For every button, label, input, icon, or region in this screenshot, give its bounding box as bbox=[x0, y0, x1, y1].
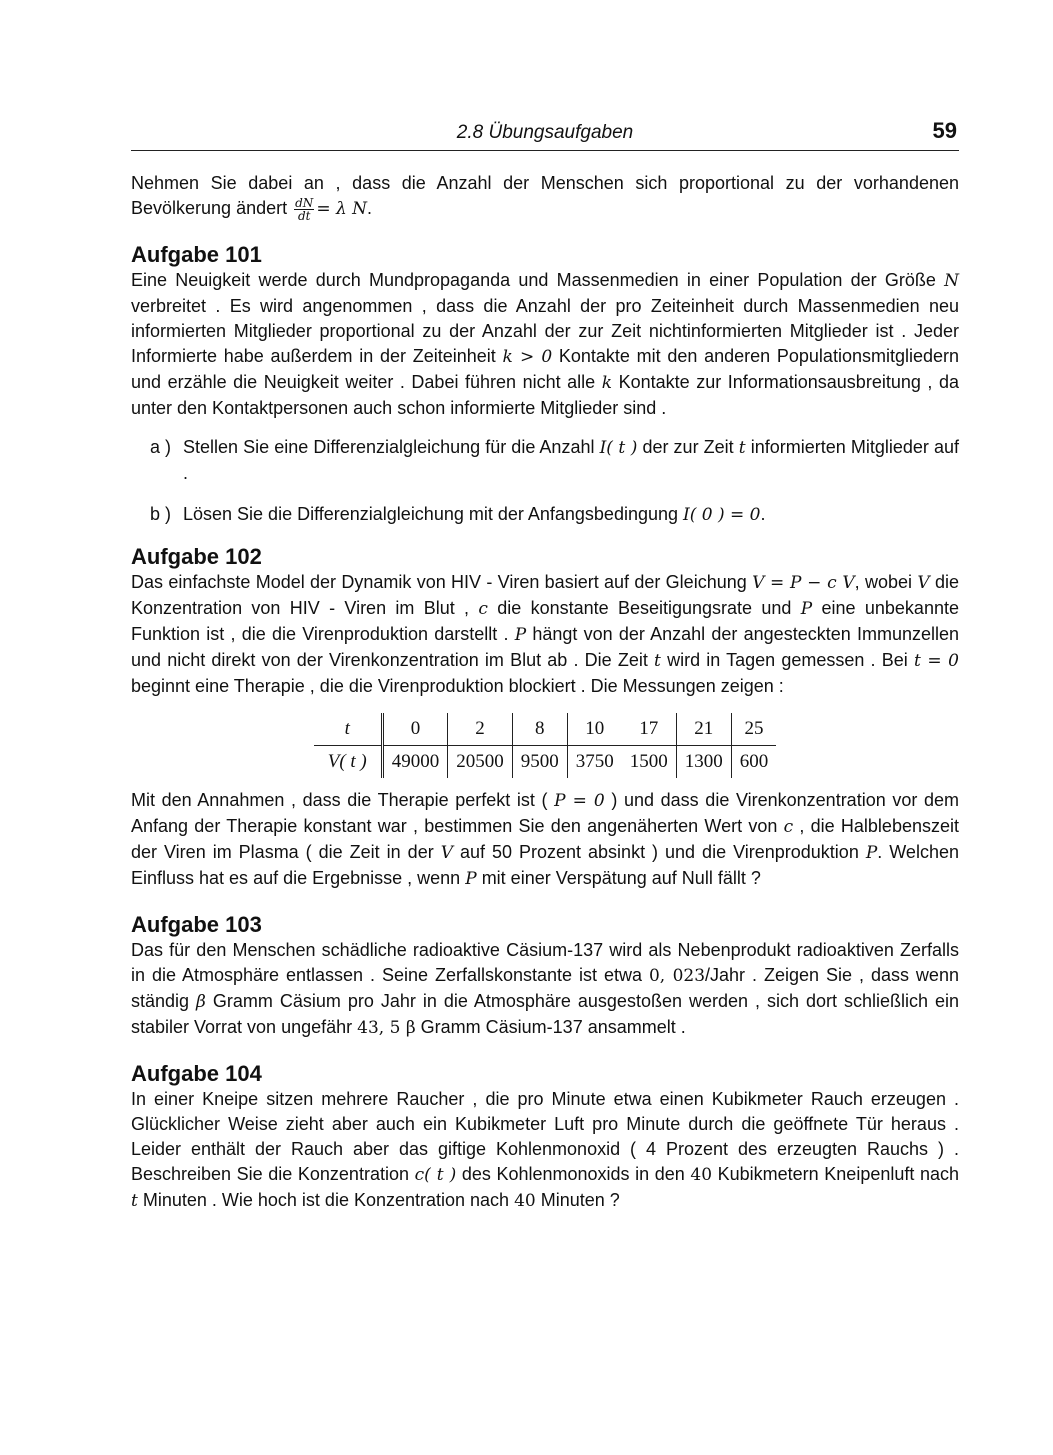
exercise-103-text: Das für den Menschen schädliche radioaktive Cäsium-137 wird als Nebenprodukt radioaktiven Zerfalls in die Atmosphäre entlassen . Seine Zerfallskonstante ist etwa 0, 023/Jahr . Zeigen Sie , dass wenn ständig β Gramm Cäsium pro Jahr in die Atmosphäre ausgestoßen werden , sich dort schließlich ein stabiler Vorrat von ungefähr 43, 5 β Gramm Cäsium-137 ansammelt . bbox=[131, 940, 959, 1038]
equation-v-dot: V = P − c V bbox=[752, 573, 855, 593]
row-label-v: V( t ) bbox=[327, 751, 367, 772]
exercise-101-text: Eine Neuigkeit werde durch Mundpropaganda und Massenmedien in einer Population der Größe N verbreitet . Es wird angenommen , dass die Anzahl der pro Zeiteinheit durch Massenmedien neu informierten Mitglieder proportional zu der Anzahl der zur Zeit nichtinformierten Mitglieder ist . Jeder Informierte habe außerdem in der Zeiteinheit k > 0 Kontakte mit den anderen Populationsmitgliedern und erzähle die Neuigkeit weiter . Dabei führen nicht alle k Kontakte zur Informationsausbreitung , da unter den Kontaktpersonen auch schon informierte Mitglieder sind . bbox=[131, 270, 960, 418]
page-body bbox=[131, 171, 959, 1214]
intro-paragraph: Nehmen Sie dabei an , dass die Anzahl der Menschen sich proportional zu der vorhandenen Bevölkerung ändert $\frac{dN}{dt}$ = λ N. bbox=[131, 173, 959, 223]
list-item: b ) Lösen Sie die Differenzialgleichung mit der Anfangsbedingung I( 0 ) = 0. bbox=[150, 504, 766, 525]
exercise-101-title: Aufgabe 101 bbox=[131, 242, 262, 267]
section-title: 2.8 Übungsaufgaben bbox=[456, 122, 634, 143]
page-number: 59 bbox=[932, 118, 957, 143]
measurement-table bbox=[314, 713, 777, 778]
list-item: a ) Stellen Sie eine Differenzialgleichung für die Anzahl I( t ) der zur Zeit t informierten Mitglieder auf . bbox=[150, 437, 959, 483]
table-row: t 0 2 8 10 17 21 25 bbox=[314, 713, 777, 746]
row-label-t: t bbox=[314, 713, 383, 746]
exercise-102-text: Das einfachste Model der Dynamik von HIV - Viren basiert auf der Gleichung V = P − c V, wobei V die Konzentration von HIV - Viren im Blut , c die konstante Beseitigungsrate und P eine unbekannte Funktion ist , die die Virenproduktion darstellt . P hängt von der Anzahl der angesteckten Immunzellen und nicht direkt von der Virenkonzentration im Blut ab . Die Zeit t wird in Tagen gemessen . Bei t = 0 beginnt eine Therapie , die die Virenproduktion blockiert . Die Messungen zeigen : bbox=[131, 572, 959, 696]
table-row: V( t ) 49000 20500 9500 3750 1500 1300 600 bbox=[314, 746, 777, 779]
exercise-104-text: In einer Kneipe sitzen mehrere Raucher , die pro Minute etwa einen Kubikmeter Rauch erzeugen . Glücklicher Weise zieht aber auch ein Kubikmeter Luft pro Minute durch die geöffnete Tür heraus . Leider enthält der Rauch aber das giftige Kohlenmonoxid ( 4 Prozent des erzeugten Rauchs ) . Beschreiben Sie die Konzentration c( t ) des Kohlenmonoxids in den 40 Kubikmetern Kneipenluft nach t Minuten . Wie hoch ist die Konzentration nach 40 Minuten ? bbox=[131, 1089, 959, 1211]
exercise-101-subtasks bbox=[131, 435, 959, 528]
exercise-102-title: Aufgabe 102 bbox=[131, 544, 262, 569]
exercise-104-title: Aufgabe 104 bbox=[131, 1061, 262, 1086]
exercise-102-question: Mit den Annahmen , dass die Therapie perfekt ist ( P = 0 ) und dass die Virenkonzentration vor dem Anfang der Therapie konstant war , bestimmen Sie den angenäherten Wert von c , die Halblebenszeit der Viren im Plasma ( die Zeit in der V auf 50 Prozent absinkt ) und die Virenproduktion P. Welchen Einfluss hat es auf die Ergebnisse , wenn P mit einer Verspätung auf Null fällt ? bbox=[131, 790, 959, 889]
fraction-dn-dt: $\frac{dN}{dt}$ bbox=[295, 195, 314, 223]
page-header bbox=[131, 118, 959, 151]
exercise-103-title: Aufgabe 103 bbox=[131, 912, 262, 937]
